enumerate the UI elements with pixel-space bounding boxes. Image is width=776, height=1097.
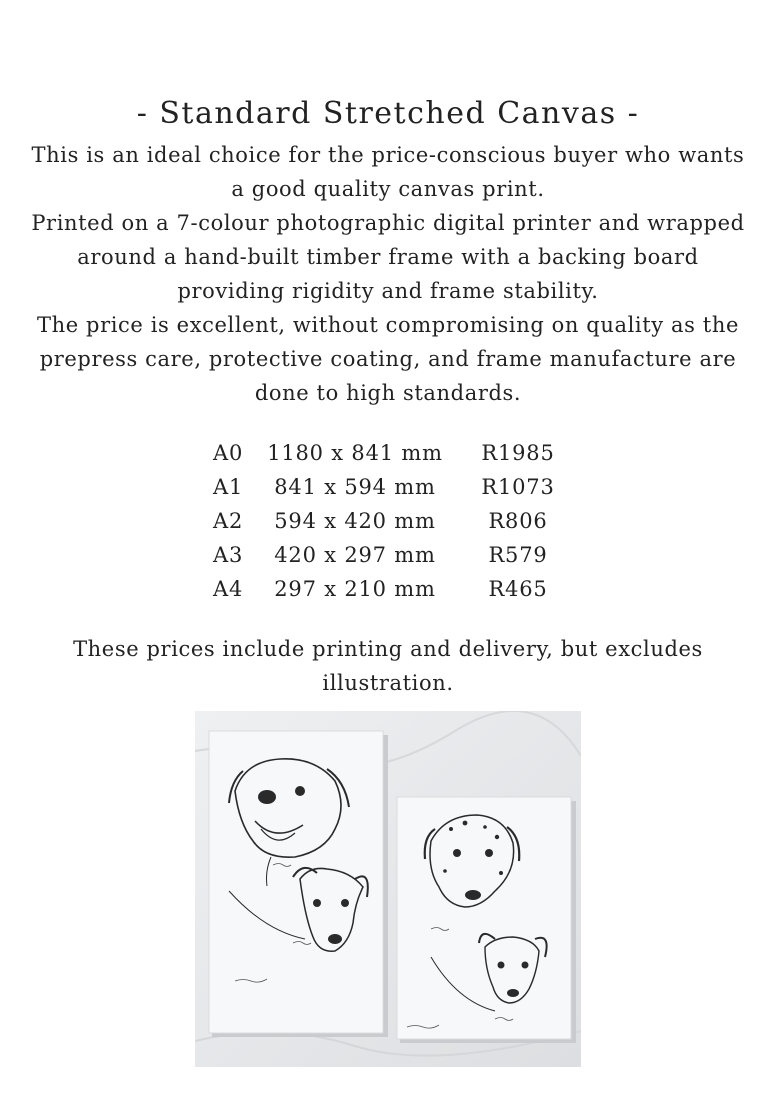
left-canvas: [209, 731, 388, 1037]
size-label: A4: [213, 577, 244, 601]
intro-paragraph: The price is excellent, without compromising on quality as the prepress care, protective coating, and frame manufacture are done to high standards.: [37, 313, 739, 405]
size-price: R1985: [481, 441, 555, 465]
size-dimensions: 594 x 420 mm: [274, 509, 436, 533]
size-dimensions: 841 x 594 mm: [274, 475, 436, 499]
size-dimensions: 297 x 210 mm: [274, 577, 436, 601]
size-price: R465: [488, 577, 548, 601]
price-table: [195, 436, 581, 606]
size-label: A0: [213, 441, 244, 465]
size-price: R579: [488, 543, 548, 567]
size-price: R1073: [481, 475, 555, 499]
size-label: A2: [213, 509, 244, 533]
page-title: - Standard Stretched Canvas -: [136, 96, 640, 132]
size-label: A3: [213, 543, 244, 567]
size-dimensions: 1180 x 841 mm: [267, 441, 443, 465]
intro-text: [30, 138, 746, 410]
price-row: [195, 572, 581, 606]
intro-paragraph: Printed on a 7-colour photographic digital printer and wrapped around a hand-built timber frame with a backing board providing rigidity and frame stability.: [31, 211, 745, 303]
intro-paragraph: This is an ideal choice for the price-conscious buyer who wants a good quality canvas print.: [31, 143, 745, 201]
right-canvas: [397, 797, 576, 1043]
size-price: R806: [488, 509, 548, 533]
canvas-photo: [195, 711, 581, 1067]
canvas-photo-illustration: [195, 711, 581, 1067]
price-row: [195, 470, 581, 504]
size-label: A1: [213, 475, 244, 499]
price-note: These prices include printing and delivery, but excludes illustration.: [73, 637, 703, 695]
price-row: [195, 436, 581, 470]
price-row: [195, 504, 581, 538]
size-dimensions: 420 x 297 mm: [274, 543, 436, 567]
price-row: [195, 538, 581, 572]
